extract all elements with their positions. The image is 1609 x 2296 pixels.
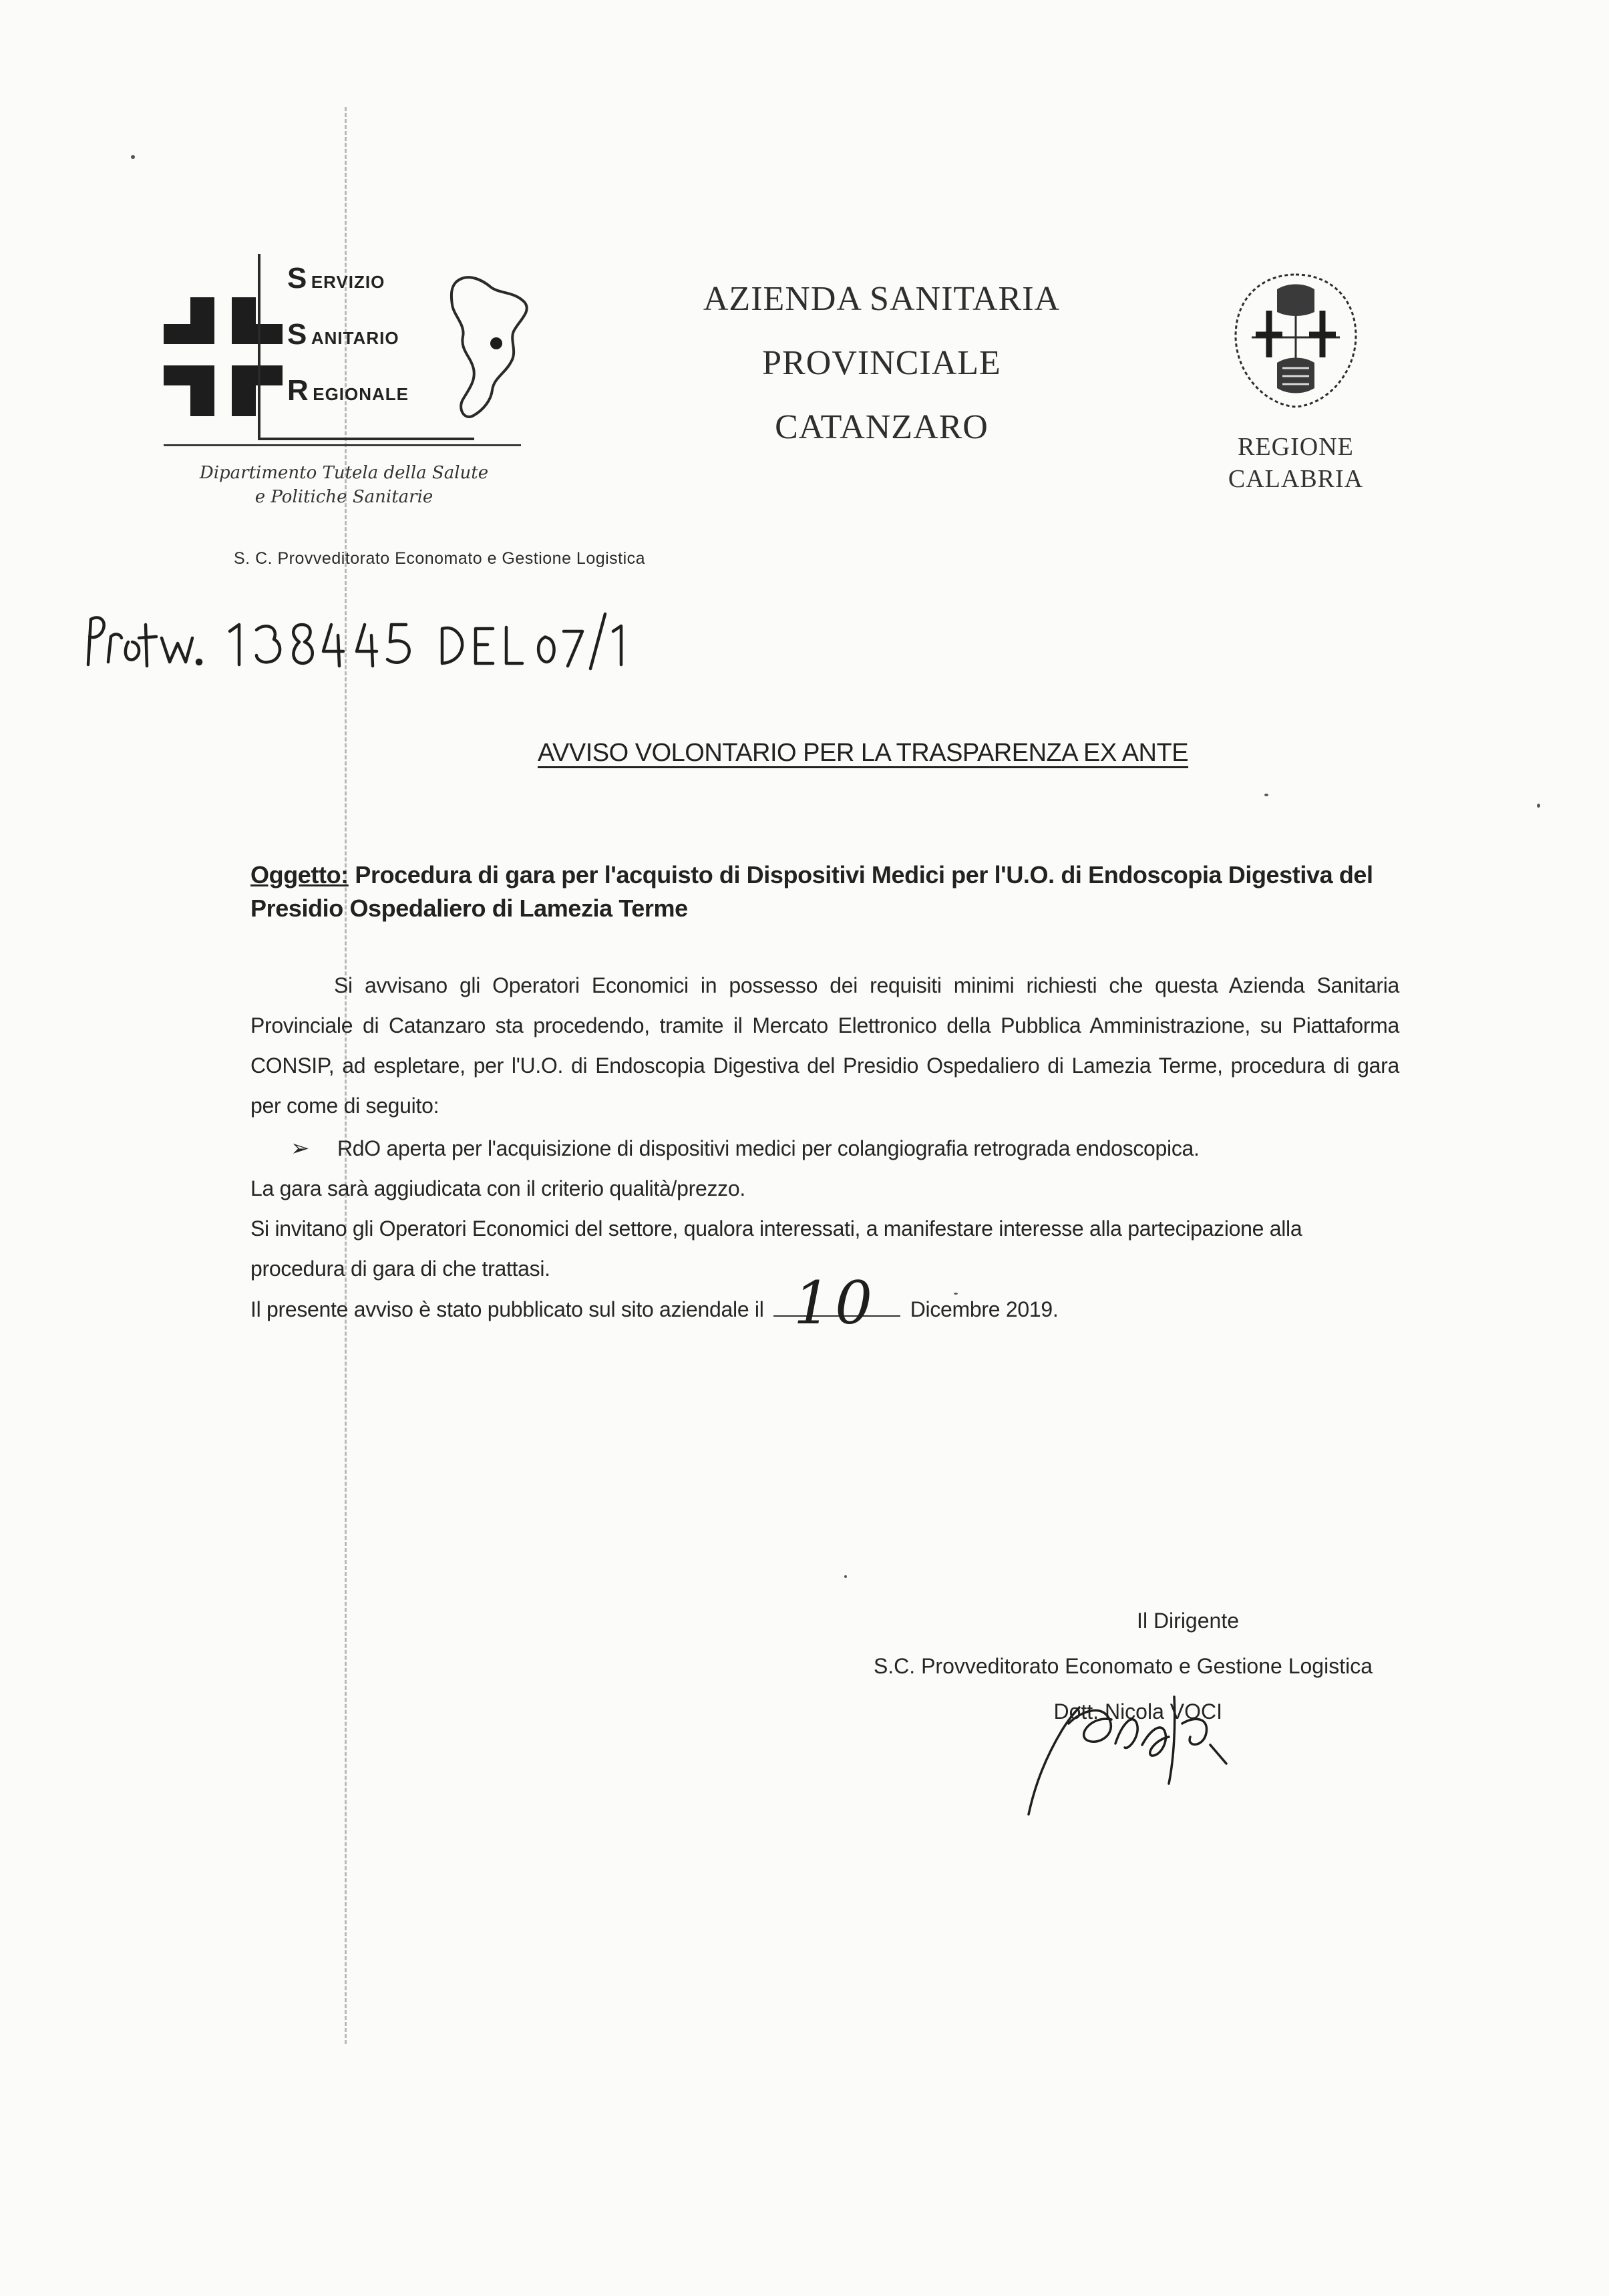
subject-text: Procedura di gara per l'acquisto di Dispositivi Medici per l'U.O. di Endoscopia Digestiva del Presidio Ospedaliero di Lamezia Terme [250, 861, 1373, 922]
calabria-map-icon [444, 267, 538, 431]
ssr-logo-text-box [258, 254, 474, 440]
office-name: S. C. Provveditorato Economato e Gestione Logistica [234, 549, 646, 568]
scan-speck [954, 1293, 958, 1295]
body-paragraph-1: Si avvisano gli Operatori Economici in possesso dei requisiti minimi richiesti che questa Azienda Sanitaria Provinciale di Catanzaro sta procedendo, tramite il Mercato Elettronico della Pubblica Amministrazione, su Piattaforma CONSIP, ad espletare, per l'U.O. di Endoscopia Digestiva del Presidio Ospedaliero di Lamezia Terme, procedura di gara per come di seguito: [250, 973, 1399, 1118]
scan-speck [844, 1575, 847, 1578]
document-title: AVVISO VOLONTARIO PER LA TRASPARENZA EX ANTE [538, 739, 1189, 767]
signer-role: Il Dirigente [1137, 1609, 1239, 1633]
logo-divider [164, 444, 521, 446]
notice-body [250, 965, 1399, 1337]
regione-calabria-emblem-icon [1229, 271, 1363, 411]
publication-statement [250, 1269, 1399, 1337]
handwritten-protocol-number [81, 605, 636, 678]
regione-name: REGIONE CALABRIA [1228, 433, 1364, 493]
publication-prefix: Il presente avviso è stato pubblicato sul sito aziendale il [250, 1297, 764, 1321]
subject [250, 858, 1406, 925]
ssr-line-sanitario: S ANITARIO [287, 318, 399, 351]
handwritten-signature [962, 1683, 1256, 1817]
publication-suffix: Dicembre 2019. [910, 1297, 1059, 1321]
publication-day-field [773, 1269, 900, 1337]
award-criterion: La gara sarà aggiudicata con il criterio qualità/prezzo. [250, 1176, 745, 1200]
scan-speck [131, 155, 135, 159]
signer-office: S.C. Provveditorato Economato e Gestione Logistica [873, 1654, 1373, 1678]
body-paragraph-invite: Si invitano gli Operatori Economici del settore, qualora interessati, a manifestare interesse alla partecipazione alla procedura di gara di che trattasi. [250, 1216, 1302, 1281]
ssr-line-regionale: R EGIONALE [287, 374, 409, 407]
ssr-line-servizio: S ERVIZIO [287, 262, 385, 295]
rdo-bullet-text: RdO aperta per l'acquisizione di dispositivi medici per colangiografia retrograda endoscopica. [337, 1136, 1200, 1160]
department-name: Dipartimento Tutela della Salute e Politiche Sanitarie [199, 463, 489, 507]
signer-name: Dott. Nicola VOCI [1053, 1699, 1222, 1724]
rdo-bullet [291, 1128, 1399, 1168]
subject-label: Oggetto: [250, 861, 349, 888]
scan-speck [1264, 794, 1268, 796]
arrow-bullet-icon: ➢ [291, 1136, 310, 1161]
scan-speck [1537, 804, 1540, 808]
azienda-header: AZIENDA SANITARIA PROVINCIALE CATANZARO [703, 280, 1061, 446]
publication-day-handwritten: 10 [793, 1269, 877, 1337]
